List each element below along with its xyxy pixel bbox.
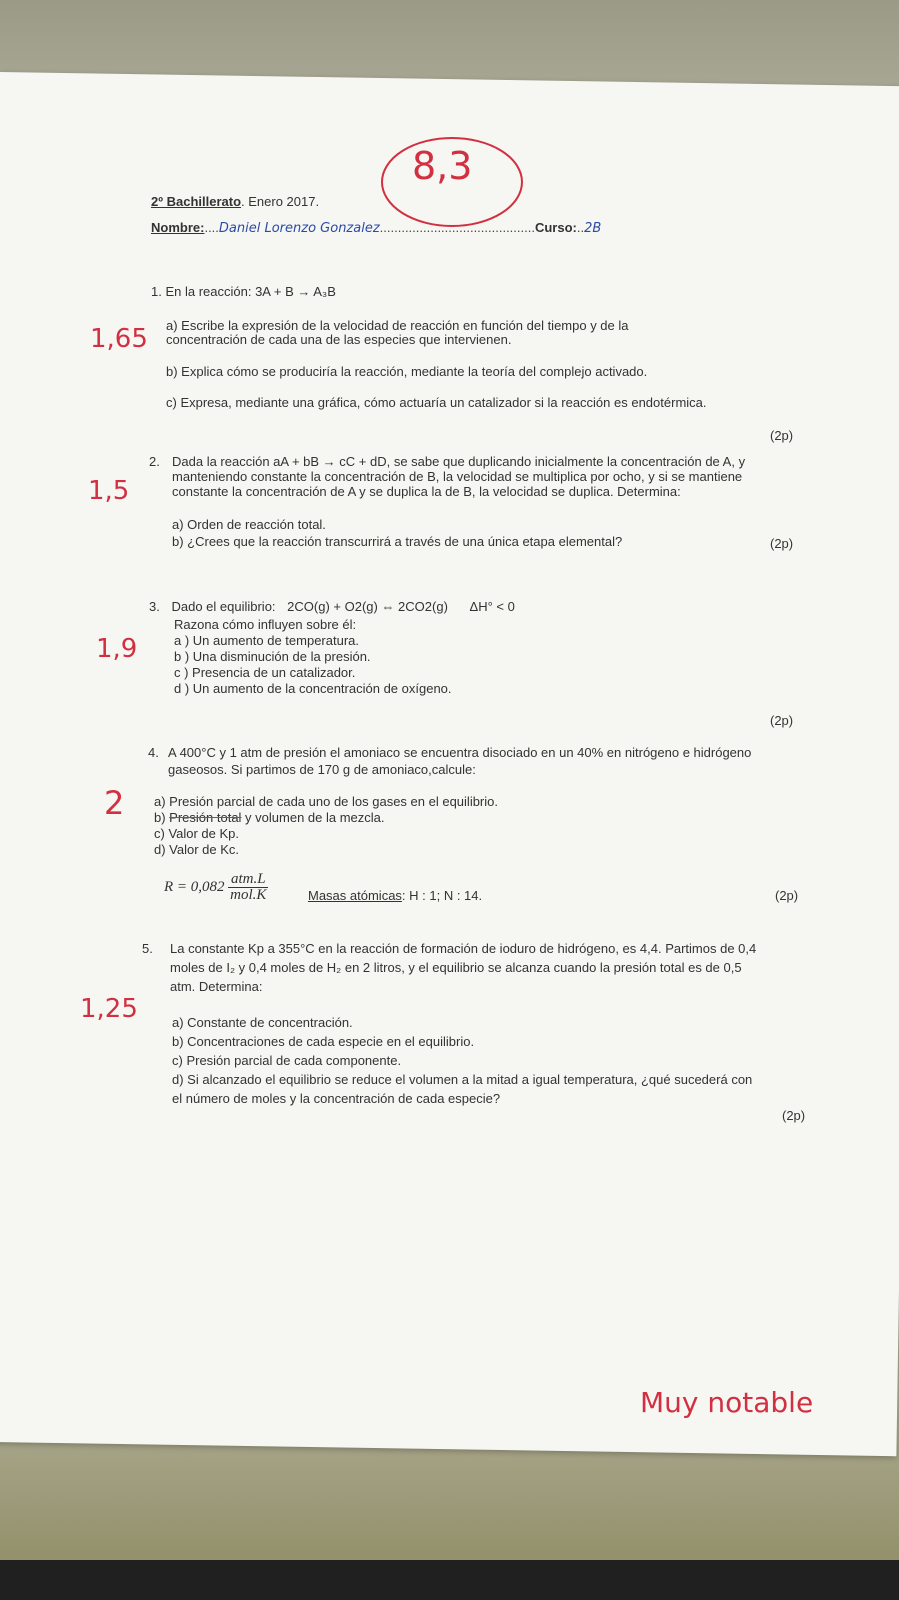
q5-item-b: b) Concentraciones de cada especie en el equilibrio. [172, 1034, 475, 1049]
q3-equation: 2CO(g) + O2(g) ⇔ 2CO2(g) [287, 599, 448, 614]
q5-item-d: d) Si alcanzado el equilibrio se reduce el volumen a la mitad a igual temperatura, ¿qué sucederá con [172, 1072, 753, 1087]
curso-label: Curso: [534, 220, 577, 235]
question-intro: En la reacción: 3A + B → A₃B [165, 284, 336, 299]
q3-enthalpy: ΔH° < 0 [469, 599, 515, 614]
q3-sub-intro: Razona cómo influyen sobre él: [174, 617, 357, 632]
q2-intro-line-3: constante la concentración de A y se duplica la de B, la velocidad se duplica. Determina: [172, 484, 681, 499]
q4-item-a: a) Presión parcial de cada uno de los gases en el equilibrio. [154, 794, 498, 809]
q5-intro-line-2: moles de I₂ y 0,4 moles de H₂ en 2 litros, y el equilibrio se alcanza cuando la presión total es de 0,5 [170, 960, 742, 975]
q3-points: (2p) [770, 713, 794, 728]
question-4-number: 4. [148, 745, 159, 760]
q4-grade: 2 [104, 784, 125, 822]
q4-item-b-letter: b) [154, 810, 170, 825]
curso-value: 2B [584, 221, 602, 236]
footer-comment: Muy notable [640, 1386, 814, 1419]
q5-item-a: a) Constante de concentración. [172, 1015, 353, 1030]
q2-item-b: b) ¿Crees que la reacción transcurrirá a través de una única etapa elemental? [172, 534, 623, 549]
q1-item-c: c) Expresa, mediante una gráfica, cómo actuaría un catalizador si la reacción es endotérmica. [166, 395, 707, 410]
score-circle [376, 132, 526, 232]
q3-intro-label: Dado el equilibrio: [171, 599, 276, 614]
q5-item-c: c) Presión parcial de cada componente. [172, 1053, 402, 1068]
q3-item-c: c ) Presencia de un catalizador. [174, 665, 356, 680]
q5-intro-line-1: La constante Kp a 355°C en la reacción de formación de ioduro de hidrógeno, es 4,4. Partimos de 0,4 [170, 941, 757, 956]
masses-label: Masas atómicas [308, 888, 402, 903]
units-numerator: atm.L [228, 872, 268, 888]
q4-intro-line-2: gaseosos. Si partimos de 170 g de amoniaco,calcule: [168, 762, 476, 777]
gas-constant: R = 0,082 [164, 878, 225, 895]
q3-item-b: b ) Una disminución de la presión. [174, 649, 371, 664]
question-1 [151, 284, 336, 299]
q4-masses [308, 888, 482, 903]
question-5-number: 5. [142, 941, 153, 956]
header-line-course: 2º Bachillerato. Enero 2017. [151, 194, 320, 209]
q2-grade: 1,5 [88, 476, 130, 506]
question-number: 1. [151, 284, 162, 299]
q4-points: (2p) [775, 888, 799, 903]
q2-intro-line-2: manteniendo constante la concentración de B, la velocidad se multiplica por ocho, y si se mantiene [172, 469, 743, 484]
q4-formula [164, 872, 268, 903]
q3-grade: 1,9 [96, 634, 138, 664]
exam-date: Enero 2017. [248, 194, 320, 209]
q1-item-a: a) Escribe la expresión de la velocidad de reacción en función del tiempo y de la [166, 318, 629, 333]
gas-constant-units [228, 872, 268, 903]
student-name: Daniel Lorenzo Gonzalez [218, 221, 380, 236]
q4-intro-line-1: A 400°C y 1 atm de presión el amoniaco se encuentra disociado en un 40% en nitrógeno e hidrógeno [168, 745, 752, 760]
q2-item-a: a) Orden de reacción total. [172, 517, 326, 532]
name-dots-left: .... [204, 220, 219, 235]
course-label: 2º Bachillerato [151, 194, 242, 209]
q1-item-a-cont: concentración de cada una de las especies que intervienen. [166, 332, 512, 347]
q3-item-a: a ) Un aumento de temperatura. [174, 633, 359, 648]
q5-item-d-cont: el número de moles y la concentración de cada especie? [172, 1091, 501, 1106]
curso-dots: .. [576, 220, 585, 235]
q1-points: (2p) [770, 428, 794, 443]
q5-points: (2p) [782, 1108, 806, 1123]
q1-grade: 1,65 [90, 324, 148, 354]
q2-intro-line-1: Dada la reacción aA + bB → cC + dD, se sabe que duplicando inicialmente la concentración de A, y [172, 454, 746, 469]
q5-intro-line-3: atm. Determina: [170, 979, 263, 994]
q1-item-b: b) Explica cómo se produciría la reacción, mediante la teoría del complejo activado. [166, 364, 648, 379]
masses-values: : H : 1; N : 14. [401, 888, 483, 903]
total-score: 8,3 [412, 144, 473, 188]
question-2-number: 2. [149, 454, 160, 469]
q5-grade: 1,25 [80, 994, 138, 1024]
q4-item-d: d) Valor de Kc. [154, 842, 240, 857]
q4-item-b-struck: Presión total [169, 810, 242, 825]
question-3 [149, 599, 515, 614]
q4-item-b [154, 810, 385, 825]
name-dots-right: ........................................... [379, 220, 535, 235]
q2-points: (2p) [770, 536, 794, 551]
units-denominator: mol.K [230, 887, 267, 903]
name-label: Nombre: [151, 220, 205, 235]
q3-item-d: d ) Un aumento de la concentración de oxígeno. [174, 681, 452, 696]
question-number: 3. [149, 599, 160, 614]
q4-item-c: c) Valor de Kp. [154, 826, 240, 841]
q4-item-b-rest: y volumen de la mezcla. [241, 810, 385, 825]
